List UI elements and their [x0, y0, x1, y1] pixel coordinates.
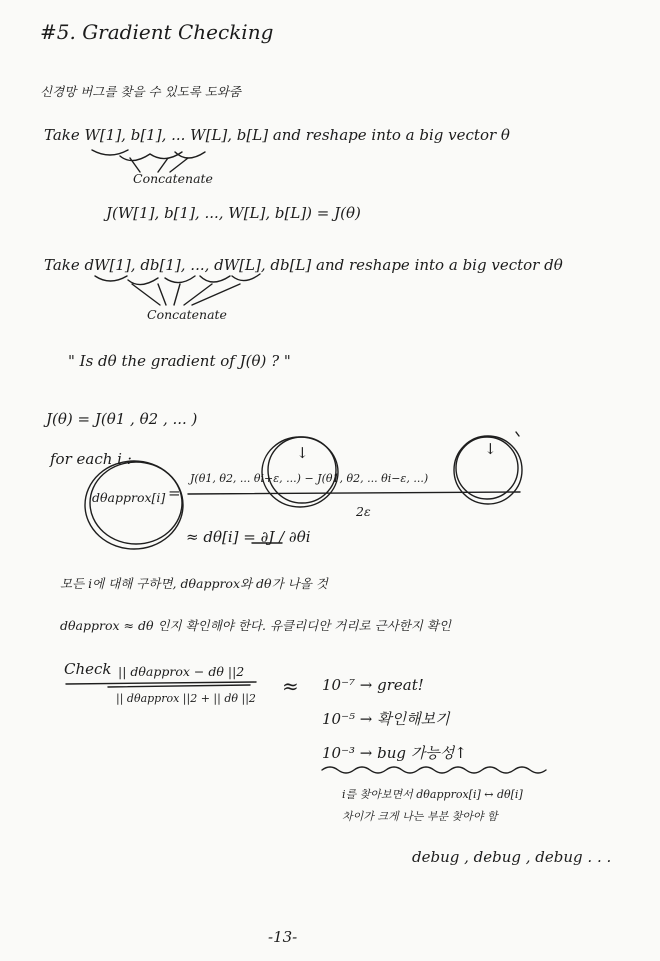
difference-numerator: J(θ1, θ2, ... θi+ε, ...) − J(θ1, θ2, ... θi−ε, ...)	[190, 472, 429, 485]
check-fraction-bar	[108, 685, 250, 687]
equals-sign: =	[168, 484, 181, 502]
brace-curl-1	[92, 150, 205, 161]
concatenate-label-2: Concatenate	[147, 307, 227, 322]
wavy-underline	[322, 767, 546, 773]
arrow-down-plus: ↓	[296, 444, 309, 462]
approx-gradient-line: ≈ dθ[i] = ∂J / ∂θi	[186, 528, 311, 546]
check-underline	[66, 682, 256, 684]
question-line: " Is dθ the gradient of J(θ) ? "	[68, 352, 291, 370]
take-params-line: Take W[1], b[1], ... W[L], b[L] and reshape into a big vector θ	[44, 126, 510, 144]
take-grads-line: Take dW[1], db[1], ..., dW[L], db[L] and reshape into a big vector dθ	[44, 256, 563, 274]
check-label: Check	[64, 660, 112, 678]
note-line-2: 차이가 크게 나는 부분 찾아야 함	[342, 810, 498, 823]
for-each-line: for each i :	[50, 450, 132, 468]
brace-lines-2	[132, 284, 240, 305]
concatenate-label-1: Concatenate	[133, 171, 213, 186]
circle-approx	[85, 461, 183, 549]
result-check: 10⁻⁵ → 확인해보기	[322, 710, 450, 728]
page-number: -13-	[268, 928, 298, 946]
result-bug: 10⁻³ → bug 가능성↑	[322, 744, 467, 762]
cost-equation: J(W[1], b[1], ..., W[L], b[L]) = J(θ)	[106, 204, 361, 222]
stray-mark	[516, 432, 519, 436]
j-theta-line: J(θ) = J(θ1 , θ2 , ... )	[46, 410, 198, 428]
page-title: #5. Gradient Checking	[40, 20, 274, 44]
check-approx-sign: ≈	[282, 674, 299, 698]
check-denominator: || dθapprox ||2 + || dθ ||2	[116, 692, 256, 705]
fraction-bar	[188, 492, 520, 494]
result-great: 10⁻⁷ → great!	[322, 676, 424, 694]
korean-intro: 신경망 버그를 찾을 수 있도록 도와줌	[40, 84, 241, 99]
brace-curl-2	[95, 274, 260, 285]
arrow-down-minus: ↓	[484, 440, 497, 458]
note-line-1: i를 찾아보면서 dθapprox[i] ↔ dθ[i]	[342, 788, 523, 801]
brace-lines-1	[130, 158, 188, 172]
difference-denominator: 2ε	[356, 504, 371, 519]
check-korean: dθapprox ≈ dθ 인지 확인해야 한다. 유클리디안 거리로 근사한지 확인	[60, 618, 451, 633]
all-i-korean: 모든 i에 대해 구하면, dθapprox와 dθ가 나올 것	[60, 576, 328, 591]
check-numerator: || dθapprox − dθ ||2	[118, 664, 245, 679]
dtheta-approx: dθapprox[i]	[92, 490, 166, 505]
debug-line: debug , debug , debug . . .	[412, 848, 612, 866]
